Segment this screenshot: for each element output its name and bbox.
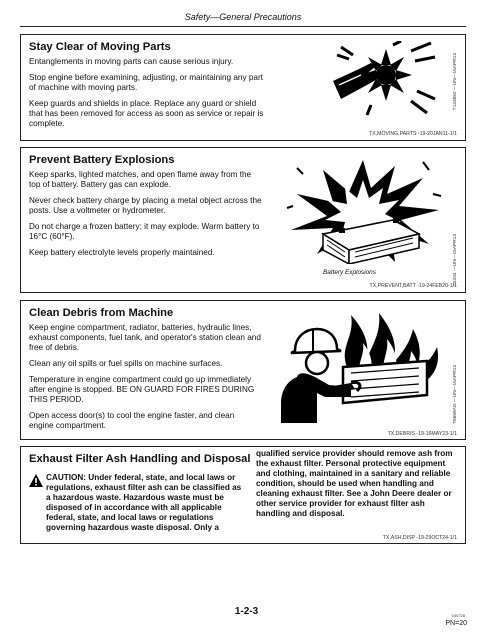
paragraph: Keep guards and shields in place. Replace any guard or shield that has been removed for access as soon as service or repair is complete. [29, 99, 264, 128]
section-clean-debris [20, 300, 466, 440]
section-moving-parts [20, 34, 466, 141]
section-battery-explosions [20, 147, 466, 293]
paragraph: Entanglements in moving parts can cause serious injury. [29, 57, 234, 66]
figure-code: T6669AG —UN—15APR13 [453, 365, 458, 424]
worker-fire-icon [277, 307, 447, 423]
hand-in-moving-parts-icon [331, 41, 441, 117]
figure-caption: Battery Explosions [323, 269, 376, 276]
reference-code: TX,PREVENT,BATT -19-24FEB20-1/1 [369, 283, 457, 289]
reference-code: TX,DEBRIS -19-16MAY23-1/1 [387, 431, 457, 437]
reference-code: TX,ASH,DISP -19-29OCT24-1/1 [382, 535, 457, 541]
figure-code: TS204 —UN—15APR13 [453, 234, 458, 287]
figure-code: T133592 —UN—15APR13 [453, 53, 458, 111]
caution-block [29, 473, 244, 533]
section-title: Prevent Battery Explosions [29, 154, 175, 166]
pn-number: PN=20 [445, 620, 467, 627]
section-body [29, 57, 264, 135]
header-title: Safety—General Precautions [184, 12, 302, 22]
paragraph: Temperature in engine compartment could go up immediately after engine is stopped. BE ON GUARD FOR FIRES DURING THIS PERIOD. [29, 375, 255, 404]
paragraph: Clean any oil spills or fuel spills on machine surfaces. [29, 359, 223, 368]
section-exhaust-ash [20, 446, 466, 544]
footer-code: 040728 [451, 613, 465, 618]
battery-explosion-icon [283, 158, 443, 264]
section-title: Exhaust Filter Ash Handling and Disposal [29, 453, 251, 465]
caution-text-left: CAUTION: Under federal, state, and local laws or regulations, exhaust filter ash can be classified as a hazardous waste. Hazardous waste must be disposed of in accordance with all applicable federal, state, and local laws or regulations governing hazardous waste disposal. Only a [46, 473, 242, 532]
section-title: Clean Debris from Machine [29, 307, 174, 319]
section-title: Stay Clear of Moving Parts [29, 41, 171, 53]
paragraph: Never check battery charge by placing a metal object across the posts. Use a voltmeter or hydrometer. [29, 196, 262, 215]
section-body [29, 170, 264, 264]
page-number: 1-2-3 [234, 606, 259, 617]
paragraph: Open access door(s) to cool the engine faster, and clean engine compartment. [29, 411, 235, 430]
page-header [20, 8, 466, 27]
warning-triangle-icon [29, 474, 43, 487]
paragraph: Stop engine before examining, adjusting, or maintaining any part of machine with moving parts. [29, 73, 263, 92]
paragraph: Keep sparks, lighted matches, and open flame away from the top of battery. Battery gas can explode. [29, 170, 252, 189]
paragraph: Keep engine compartment, radiator, batteries, hydraulic lines, exhaust components, fuel tank, and operator's station clean and free of debris. [29, 323, 261, 352]
paragraph: Do not charge a frozen battery; it may explode. Warm battery to 16°C (60°F). [29, 222, 260, 241]
caution-text-right: qualified service provider should remove ash from the exhaust filter. Personal protective equipment and clothing, maintained in a sanitary and reliable condition, should be used when handling and cleaning exhaust filter. See a John Deere dealer or other service provider for exhaust filter ash handling and disposal. [256, 449, 453, 518]
reference-code: TX,MOVING,PARTS -19-20JAN11-1/1 [369, 131, 457, 137]
paragraph: Keep battery electrolyte levels properly maintained. [29, 248, 215, 257]
section-body [29, 323, 261, 437]
